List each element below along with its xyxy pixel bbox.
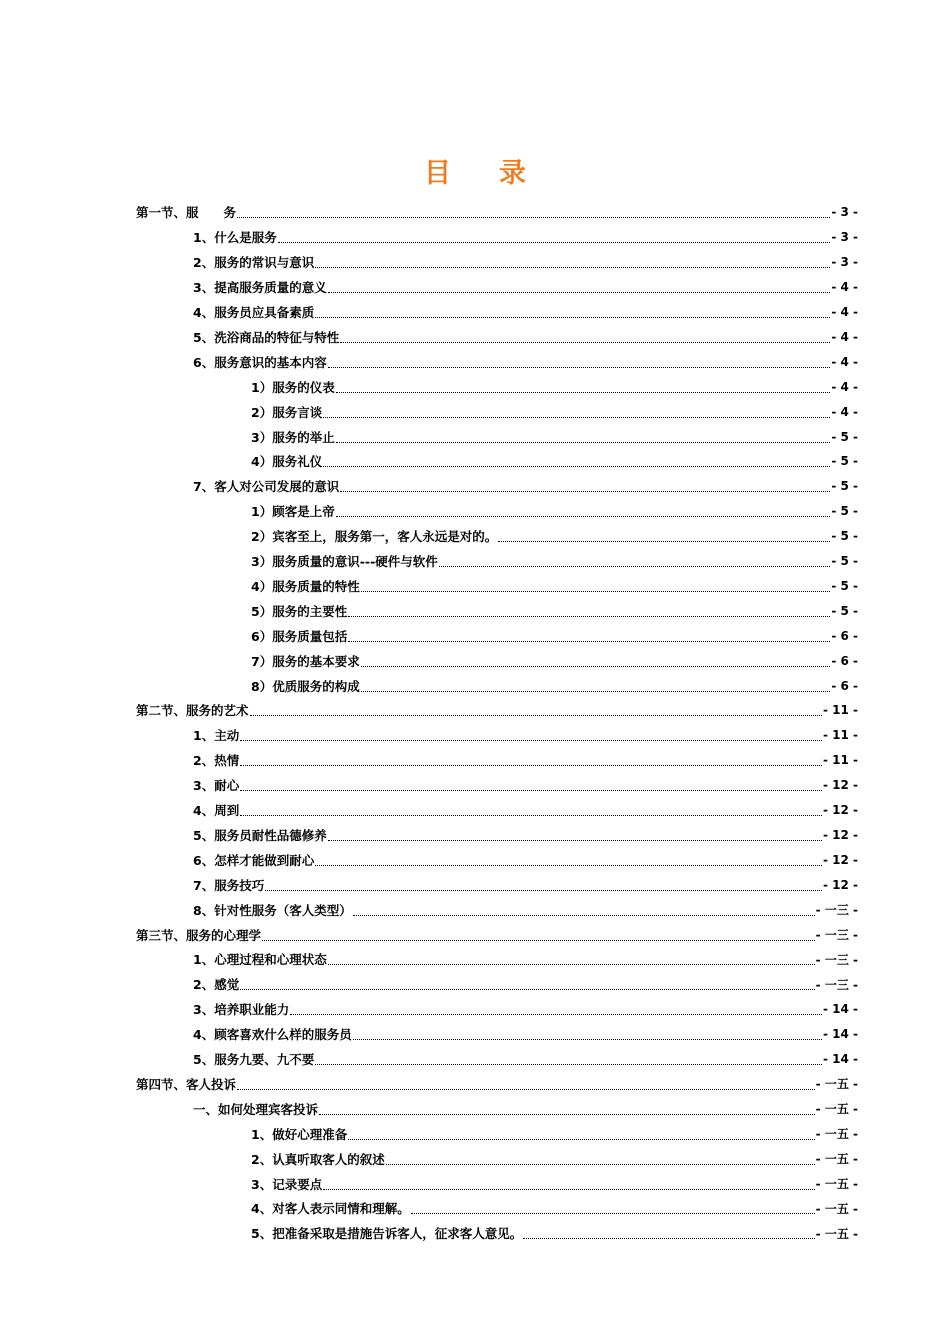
toc-entry[interactable] <box>193 250 858 275</box>
toc-entry-page: - 5 - <box>831 554 858 569</box>
dot-leader <box>328 291 831 293</box>
toc-entry-label: 5、服务九要、九不要 <box>193 1052 315 1068</box>
toc-entry[interactable] <box>251 399 858 424</box>
toc-entry[interactable] <box>251 374 858 399</box>
toc-entry[interactable] <box>193 897 858 922</box>
dot-leader <box>340 341 830 343</box>
dot-leader <box>348 640 830 642</box>
toc-entry[interactable] <box>193 947 858 972</box>
toc-entry-label: 第三节、服务的心理学 <box>136 927 262 943</box>
toc-entry-label: 2、热情 <box>193 753 240 769</box>
toc-entry-label: 6）服务质量包括 <box>251 628 348 644</box>
toc-entry-label: 第一节、服 务 <box>136 205 237 221</box>
toc-entry[interactable] <box>136 1072 858 1097</box>
toc-entry[interactable] <box>251 1146 858 1171</box>
toc-entry-label: 1）服务的仪表 <box>251 379 335 395</box>
toc-entry[interactable] <box>251 424 858 449</box>
toc-entry-label: 7、客人对公司发展的意识 <box>193 479 340 495</box>
toc-entry-label: 第二节、服务的艺术 <box>136 703 249 719</box>
toc-entry-label: 6、服务意识的基本内容 <box>193 354 327 370</box>
toc-entry-page: - 一三 - <box>815 952 858 967</box>
toc-entry[interactable] <box>136 922 858 947</box>
toc-entry-label: 第四节、客人投诉 <box>136 1076 237 1092</box>
toc-entry-page: - 一五 - <box>815 1152 858 1167</box>
toc-entry[interactable] <box>193 723 858 748</box>
toc-entry-page: - 11 - <box>822 728 858 743</box>
toc-entry[interactable] <box>193 1096 858 1121</box>
toc-entry-label: 2、认真听取客人的叙述 <box>251 1151 385 1167</box>
toc-entry[interactable] <box>251 499 858 524</box>
toc-entry-page: - 一三 - <box>815 977 858 992</box>
toc-entry-page: - 一五 - <box>815 1102 858 1117</box>
toc-entry[interactable] <box>251 673 858 698</box>
toc-entry-label: 4、顾客喜欢什么样的服务员 <box>193 1027 352 1043</box>
dot-leader <box>328 963 815 965</box>
dot-leader <box>265 889 822 891</box>
toc-entry[interactable] <box>136 698 858 723</box>
toc-entry-label: 3）服务质量的意识---硬件与软件 <box>251 554 438 570</box>
toc-entry[interactable] <box>193 349 858 374</box>
dot-leader <box>319 1113 815 1115</box>
toc-entry-page: - 5 - <box>831 603 858 618</box>
toc-entry-label: 4、周到 <box>193 803 240 819</box>
dot-leader <box>240 764 822 766</box>
toc-entry[interactable] <box>251 1171 858 1196</box>
toc-entry[interactable] <box>193 1022 858 1047</box>
toc-entry-page: - 5 - <box>831 479 858 494</box>
toc-entry-page: - 11 - <box>822 703 858 718</box>
dot-leader <box>336 515 831 517</box>
toc-entry-label: 4）服务礼仪 <box>251 454 323 470</box>
toc-entry-label: 4、对客人表示同情和理解。 <box>251 1201 410 1217</box>
toc-entry[interactable] <box>251 1121 858 1146</box>
toc-entry[interactable] <box>251 648 858 673</box>
dot-leader <box>348 1138 814 1140</box>
dot-leader <box>353 1038 822 1040</box>
dot-leader <box>498 540 830 542</box>
dot-leader <box>240 814 822 816</box>
dot-leader <box>348 615 830 617</box>
toc-entry-label: 7）服务的基本要求 <box>251 653 360 669</box>
toc-entry-page: - 5 - <box>831 454 858 469</box>
toc-entry-page: - 3 - <box>831 230 858 245</box>
dot-leader <box>411 1212 815 1214</box>
dot-leader <box>323 416 830 418</box>
toc-entry[interactable] <box>193 748 858 773</box>
toc-entry[interactable] <box>193 773 858 798</box>
dot-leader <box>439 565 831 567</box>
toc-title: 目录 <box>424 158 574 189</box>
dot-leader <box>361 690 831 692</box>
toc-entry[interactable] <box>193 225 858 250</box>
toc-entry[interactable] <box>193 872 858 897</box>
toc-entry-page: - 11 - <box>822 753 858 768</box>
dot-leader <box>361 590 831 592</box>
dot-leader <box>315 1063 822 1065</box>
toc-entry-label: 3、记录要点 <box>251 1176 323 1192</box>
toc-entry-label: 3、耐心 <box>193 778 240 794</box>
toc-entry-label: 1、心理过程和心理状态 <box>193 952 327 968</box>
dot-leader <box>386 1163 815 1165</box>
toc-entry-page: - 3 - <box>831 205 858 220</box>
toc-entry-page: - 5 - <box>831 504 858 519</box>
toc-entry[interactable] <box>251 449 858 474</box>
toc-entry-page: - 12 - <box>822 877 858 892</box>
dot-leader <box>336 391 831 393</box>
toc-entry[interactable] <box>193 300 858 325</box>
toc-entry-page: - 一五 - <box>815 1077 858 1092</box>
toc-entry-page: - 14 - <box>822 1002 858 1017</box>
dot-leader <box>262 939 815 941</box>
toc-entry-page: - 12 - <box>822 778 858 793</box>
toc-entry-page: - 一五 - <box>815 1226 858 1241</box>
dot-leader <box>361 665 831 667</box>
toc-entry[interactable] <box>251 574 858 599</box>
toc-entry-label: 8）优质服务的构成 <box>251 678 360 694</box>
toc-entry-page: - 一五 - <box>815 1127 858 1142</box>
toc-entry-page: - 5 - <box>831 578 858 593</box>
toc-entry[interactable] <box>193 823 858 848</box>
toc-entry-page: - 4 - <box>831 404 858 419</box>
toc-entry-page: - 12 - <box>822 852 858 867</box>
toc-entry-page: - 4 - <box>831 329 858 344</box>
toc-entry-page: - 5 - <box>831 429 858 444</box>
toc-entry-page: - 4 - <box>831 354 858 369</box>
toc-entry-label: 5、洗浴商品的特征与特性 <box>193 329 340 345</box>
toc-entry-label: 1、做好心理准备 <box>251 1126 348 1142</box>
toc-entry-page: - 6 - <box>831 678 858 693</box>
toc-entry[interactable] <box>251 524 858 549</box>
dot-leader <box>336 441 831 443</box>
toc-entry-label: 1、主动 <box>193 728 240 744</box>
dot-leader <box>240 988 814 990</box>
toc-entry-label: 7、服务技巧 <box>193 877 265 893</box>
toc-entry[interactable] <box>251 1221 858 1246</box>
dot-leader <box>290 1013 822 1015</box>
toc-entry-label: 3、提高服务质量的意义 <box>193 280 327 296</box>
dot-leader <box>315 316 830 318</box>
toc-entry-page: - 一五 - <box>815 1177 858 1192</box>
toc-entry-page: - 14 - <box>822 1027 858 1042</box>
toc-entry[interactable] <box>136 200 858 225</box>
dot-leader <box>323 465 830 467</box>
toc-entry-label: 3）服务的举止 <box>251 429 335 445</box>
dot-leader <box>340 490 830 492</box>
dot-leader <box>523 1237 814 1239</box>
toc-entry[interactable] <box>251 623 858 648</box>
toc-entry-page: - 6 - <box>831 653 858 668</box>
dot-leader <box>315 864 822 866</box>
toc-entry-label: 2）服务言谈 <box>251 404 323 420</box>
toc-entry[interactable] <box>251 549 858 574</box>
toc-entry-page: - 6 - <box>831 628 858 643</box>
toc-entry-label: 2、感觉 <box>193 977 240 993</box>
dot-leader <box>278 241 831 243</box>
toc-entry-page: - 4 - <box>831 280 858 295</box>
dot-leader <box>250 714 822 716</box>
dot-leader <box>240 739 822 741</box>
toc-entry-label: 3、培养职业能力 <box>193 1002 290 1018</box>
toc-entry-page: - 14 - <box>822 1052 858 1067</box>
toc-entry-page: - 5 - <box>831 529 858 544</box>
toc-entry-label: 5、把准备采取是措施告诉客人，征求客人意见。 <box>251 1226 523 1242</box>
toc-entry[interactable] <box>193 972 858 997</box>
toc-entry[interactable] <box>193 847 858 872</box>
toc-entry-page: - 12 - <box>822 803 858 818</box>
toc-entry[interactable] <box>251 598 858 623</box>
toc-entry-page: - 12 - <box>822 827 858 842</box>
dot-leader <box>240 789 822 791</box>
toc-entry-label: 4、服务员应具备素质 <box>193 305 315 321</box>
toc-entry-page: - 一五 - <box>815 1201 858 1216</box>
toc-entry-label: 8、针对性服务（客人类型） <box>193 902 352 918</box>
toc-entry-label: 2、服务的常识与意识 <box>193 255 315 271</box>
toc-entry-label: 1、什么是服务 <box>193 230 277 246</box>
toc-entry-page: - 一三 - <box>815 903 858 918</box>
toc-entry[interactable] <box>193 798 858 823</box>
dot-leader <box>315 266 830 268</box>
dot-leader <box>323 1188 814 1190</box>
dot-leader <box>353 914 815 916</box>
toc-entry[interactable] <box>193 325 858 350</box>
toc-entry-page: - 一三 - <box>815 928 858 943</box>
dot-leader <box>328 839 822 841</box>
toc-entry-label: 2）宾客至上，服务第一，客人永远是对的。 <box>251 529 498 545</box>
toc-entry[interactable] <box>193 275 858 300</box>
toc-entry-label: 4）服务质量的特性 <box>251 578 360 594</box>
toc-entry-label: 5）服务的主要性 <box>251 603 348 619</box>
toc-entry-label: 1）顾客是上帝 <box>251 504 335 520</box>
toc-entry[interactable] <box>251 1196 858 1221</box>
dot-leader <box>237 216 830 218</box>
toc-entry-page: - 3 - <box>831 255 858 270</box>
toc-entry[interactable] <box>193 997 858 1022</box>
toc-entry-label: 一、如何处理宾客投诉 <box>193 1101 319 1117</box>
dot-leader <box>328 366 831 368</box>
dot-leader <box>237 1088 815 1090</box>
toc-entry-label: 5、服务员耐性品德修养 <box>193 827 327 843</box>
toc-entry[interactable] <box>193 1047 858 1072</box>
toc-entry-page: - 4 - <box>831 379 858 394</box>
toc-entry-page: - 4 - <box>831 305 858 320</box>
toc-entry-label: 6、怎样才能做到耐心 <box>193 852 315 868</box>
toc-entry[interactable] <box>193 474 858 499</box>
